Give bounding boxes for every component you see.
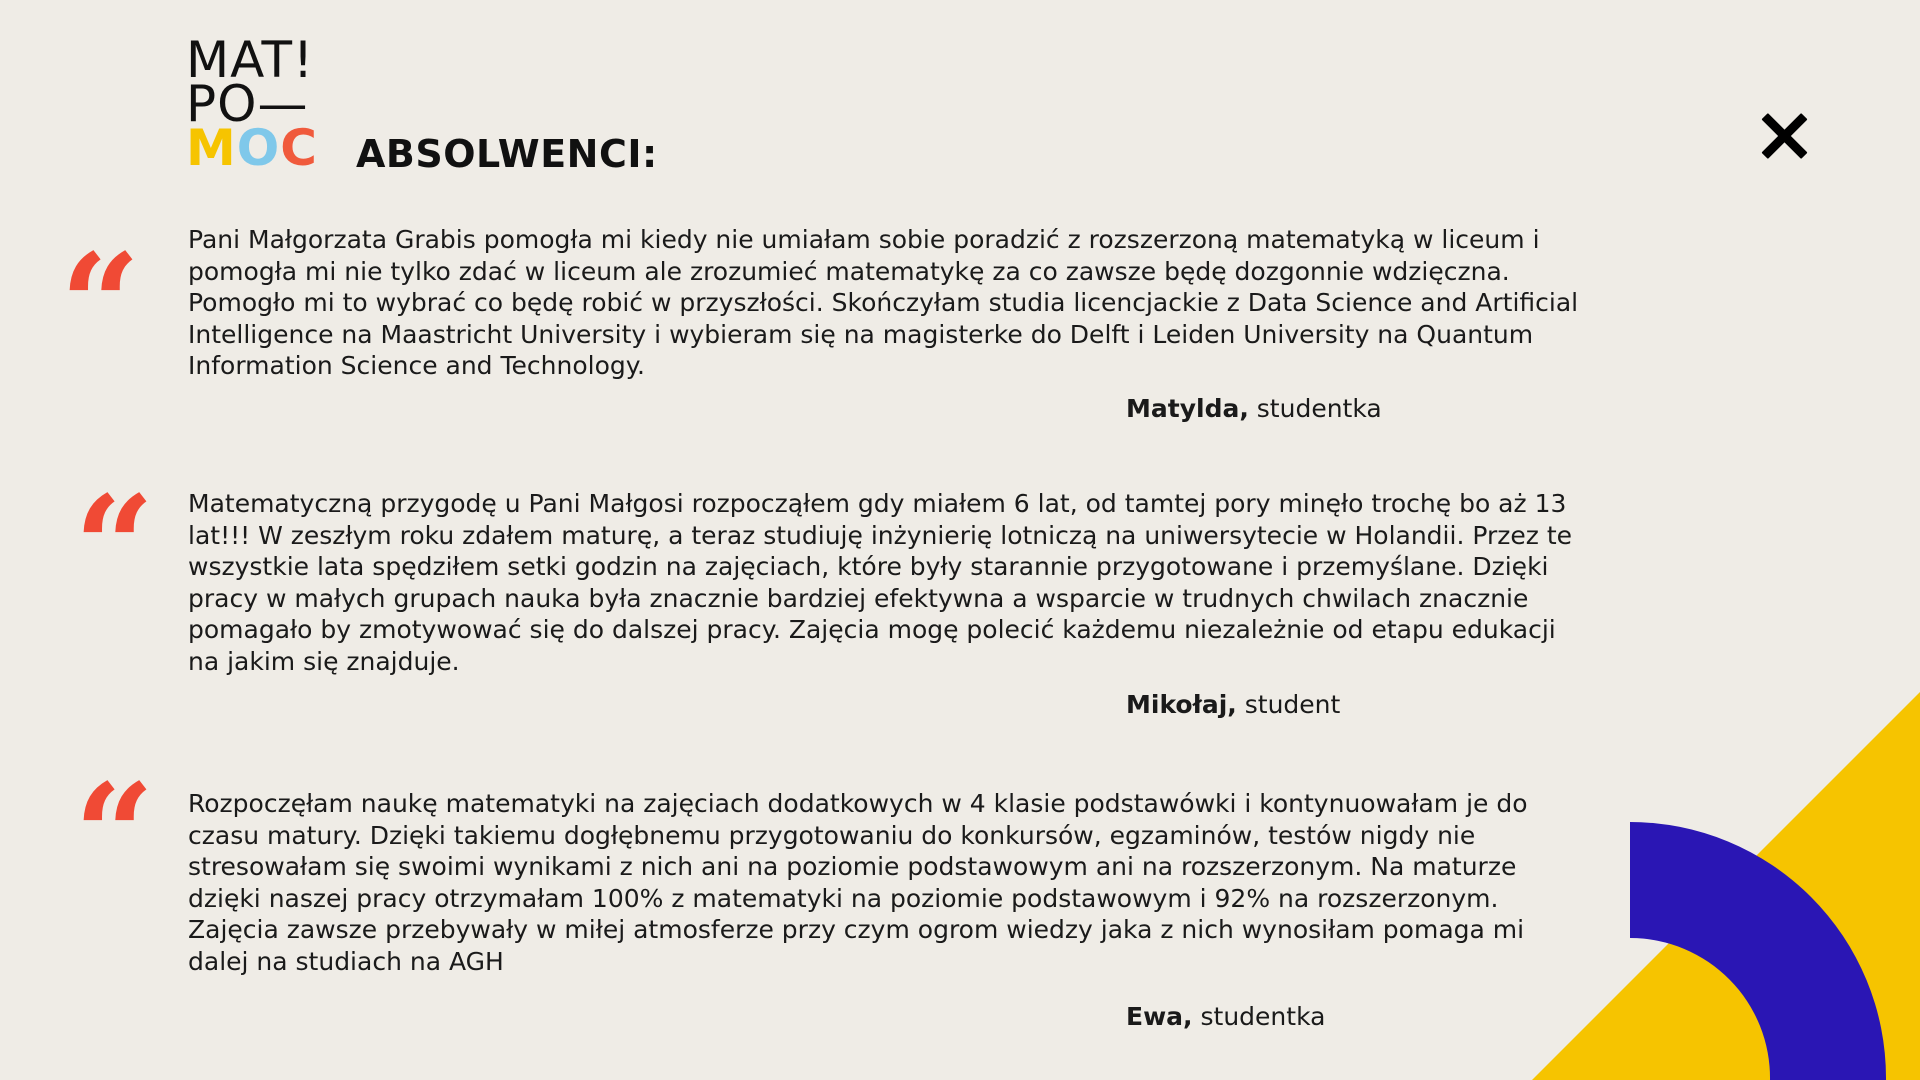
- page-title: ABSOLWENCI:: [356, 132, 658, 176]
- logo-letter-c: C: [280, 119, 318, 177]
- author-role: student: [1244, 690, 1341, 719]
- testimonial-author: [1126, 1002, 1325, 1031]
- testimonial-text: Matematyczną przygodę u Pani Małgosi rozpocząłem gdy miałem 6 lat, od tamtej pory minęło trochę bo aż 13 lat!!! W zeszłym roku zdałem maturę, a teraz studiuję inżynierię lotniczą na uniwersytecie w Holandii. Przez te wszystkie lata spędziłem setki godzin na zajęciach, które były starannie przygotowane i przemyślane. Dzięki pracy w małych grupach nauka była znacznie bardziej efektywna a wsparcie w trudnych chwilach znacznie pomagało by zmotywować się do dalszej pracy. Zajęcia mogę polecić każdemu niezależnie od etapu edukacji na jakim się znajduje.: [188, 489, 1573, 676]
- mat-po-moc-logo: [186, 31, 326, 177]
- logo-letter-o: O: [236, 119, 281, 177]
- testimonial-author: [1126, 690, 1340, 719]
- quote-icon: “: [60, 236, 141, 326]
- author-role: studentka: [1256, 394, 1382, 423]
- author-name: Matylda,: [1126, 394, 1249, 423]
- logo-letter-m: M: [186, 119, 237, 177]
- logo-row-2: PO—: [186, 75, 309, 133]
- testimonial-author: [1126, 394, 1382, 423]
- logo-row-3: [186, 119, 326, 177]
- quote-icon: “: [74, 478, 155, 568]
- testimonial-text: Pani Małgorzata Grabis pomogła mi kiedy nie umiałam sobie poradzić z rozszerzoną matematyką w liceum i pomogła mi nie tylko zdać w liceum ale zrozumieć matematykę za co zawsze będę dozgonnie wdzięczna. Pomogło mi to wybrać co będę robić w przyszłości. Skończyłam studia licencjackie z Data Science and Artificial Intelligence na Maastricht University i wybieram się na magisterke do Delft i Leiden University na Quantum Information Science and Technology.: [188, 225, 1579, 380]
- author-name: Ewa,: [1126, 1002, 1193, 1031]
- logo-row-1: MAT!: [186, 31, 315, 89]
- author-name: Mikołaj,: [1126, 690, 1237, 719]
- author-role: studentka: [1200, 1002, 1326, 1031]
- close-icon[interactable]: [1760, 112, 1808, 160]
- quote-icon: “: [74, 766, 155, 856]
- testimonial-text: Rozpoczęłam naukę matematyki na zajęciach dodatkowych w 4 klasie podstawówki i kontynuowałam je do czasu matury. Dzięki takiemu dogłębnemu przygotowaniu do konkursów, egzaminów, testów nigdy nie stresowałam się swoimi wynikami z nich ani na poziomie podstawowym ani na rozszerzonym. Na maturze dzięki naszej pracy otrzymałam 100% z matematyki na poziomie podstawowym i 92% na rozszerzonym. Zajęcia zawsze przebywały w miłej atmosferze przy czym ogrom wiedzy jaka z nich wynosiłam pomaga mi dalej na studiach na AGH: [188, 789, 1528, 976]
